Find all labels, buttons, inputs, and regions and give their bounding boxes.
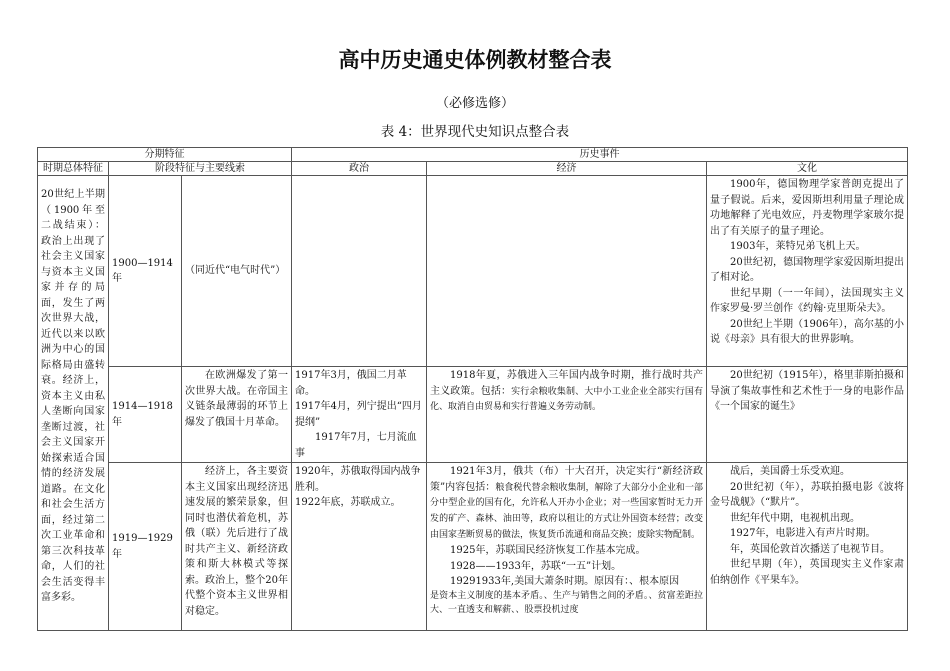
culture-item: 世纪早期（年），英国现实主义作家肃伯纳创作《平果车》。 — [710, 559, 904, 586]
economy-lead — [430, 464, 703, 543]
stage-cell — [182, 367, 292, 463]
economy-lead-text: 1918年夏，苏俄进入三年国内战争时期，推行战时共产主义政策。包括： — [430, 370, 703, 397]
stage-cell: （同近代“电气时代”） — [182, 176, 292, 367]
header-row-group — [38, 148, 908, 162]
culture-item: 世纪年代中期，电视机出现。 — [730, 512, 860, 524]
table-row — [38, 463, 908, 631]
culture-item: 20世纪初（1915年），格里菲斯拍摄和导演了集故事性和艺术性于一身的电影作品《一个国家的诞生》 — [710, 370, 904, 412]
culture-item: 20世纪初（年），苏联拍摄电影《波将金号战舰》（“默片”。 — [710, 481, 904, 508]
culture-item: 战后，美国爵士乐受欢迎。 — [730, 466, 850, 477]
table-row — [38, 367, 908, 463]
politics-cell — [292, 367, 427, 463]
economy-detail: 粮食税代替余粮收集制，解除了大部分小企业和一部分中型企业的国有化，允许私人开办小企业；对一些国家暂时无力开发的矿产、森林、油田等，政府以租让的方式让外国资本经营；改变由国家垄断贸易的做法，恢复货币流通和商品交换；废除实物配制。 — [430, 482, 703, 541]
culture-cell — [707, 176, 908, 367]
stage-cell — [182, 463, 292, 631]
politics-item: 1917年4月，列宁提出“四月提纲” — [295, 401, 422, 428]
economy-lead — [430, 368, 703, 415]
economy-item: 19291933年,美国大萧条时期。原因有：、根本原因 — [450, 576, 680, 588]
economy-detail: 实行余粮收集制、大中小工业企业全部实行国有化、取消自由贸易和实行普遍义务劳动制。 — [430, 386, 703, 413]
culture-item: 1900年，德国物理学家普朗克提出了量子假说。后来，爱因斯坦利用量子理论成功地解释了光电效应，丹麦物理学家玻尔提出了有关原子的量子理论。 — [710, 179, 904, 237]
overall-feature-text: 20世纪上半期（1900年至二战结束）：政治上出现了社会主义国家与资本主义国家并存的局面，发生了两次世界大战，近代以来以欧洲为中心的国际格局由盛转衰。经济上，资本主义由私人垄断向国家垄断过渡，社会主义国家开始探索适合国情的经济发展道路。在文化和社会生活方面，经过第二次工业革命和第三次科技革命，人们的社会生活变得丰富多彩。 — [41, 189, 105, 603]
period-cell: 1914—1918年 — [109, 367, 182, 463]
economy-item: 1925年，苏联国民经济恢复工作基本完成。 — [450, 545, 646, 557]
header-periodization: 分期特征 — [38, 148, 292, 162]
culture-item: 年，英国伦敦首次播送了电视节目。 — [730, 543, 890, 555]
culture-item: 20世纪初，德国物理学家爱因斯坦提出了相对论。 — [710, 256, 904, 283]
economy-lead-text: 1921年3月，俄共（布）十大召开，决定实行“新经济政策”内容包括： — [430, 466, 703, 493]
header-row-columns — [38, 162, 908, 176]
economy-cell — [427, 367, 707, 463]
period-cell: 1919—1929年 — [109, 463, 182, 631]
header-culture: 文化 — [707, 162, 908, 176]
stage-text: 经济上，各主要资本主义国家出现经济迅速发展的繁荣景象，但同时也潜伏着危机，苏俄（联）先后进行了战时共产主义、新经济政策和斯大林模式等探索。政治上，整个20年代整个资本主义世界相对稳定。 — [185, 466, 288, 617]
culture-item: 世纪早期（一一年间），法国现实主义作家罗曼·罗兰创作《约翰·克里斯朵夫》。 — [710, 287, 904, 314]
politics-item: 1917年3月，俄国二月革命。 — [295, 370, 407, 397]
politics-item: 1920年，苏俄取得国内战争胜利。 — [295, 466, 421, 493]
table-title: 表 4：世界现代史知识点整合表 — [380, 124, 570, 140]
economy-item: 1928——1933年，苏联“一五”计划。 — [450, 560, 622, 572]
culture-cell — [707, 367, 908, 463]
politics-cell — [292, 463, 427, 631]
culture-item: 1903年，莱特兄弟飞机上天。 — [730, 241, 866, 252]
header-politics: 政治 — [292, 162, 427, 176]
economy-item-cut: 是资本主义制度的基本矛盾。、生产与销售之间的矛盾。、贫富差距拉大、一直透支和解薪、、股票投机过度 — [430, 590, 703, 615]
culture-item: 1927年，电影进入有声片时期。 — [730, 528, 876, 539]
politics-item: 1917年7月，七月流血事 — [295, 432, 417, 459]
document-title: 高中历史通史体例教材整合表 — [338, 48, 612, 72]
period-cell: 1900—1914年 — [109, 176, 182, 367]
header-stage: 阶段特征与主要线索 — [109, 162, 292, 176]
header-overall: 时期总体特征 — [38, 162, 109, 176]
header-events: 历史事件 — [292, 148, 908, 162]
stage-text: 在欧洲爆发了第一次世界大战。在帝国主义链条最薄弱的环节上爆发了俄国十月革命。 — [185, 370, 288, 428]
culture-item: 20世纪上半期（1906年），高尔基的小说《母亲》具有很大的世界影响。 — [710, 318, 904, 345]
table-row — [38, 176, 908, 367]
politics-item: 1922年底，苏联成立。 — [295, 497, 401, 508]
culture-cell — [707, 463, 908, 631]
politics-cell — [292, 176, 427, 367]
document-subtitle: （必修选修） — [435, 96, 514, 111]
header-economy: 经济 — [427, 162, 707, 176]
overall-feature-cell — [38, 176, 109, 631]
economy-cell — [427, 463, 707, 631]
economy-cell — [427, 176, 707, 367]
history-table — [37, 147, 908, 631]
